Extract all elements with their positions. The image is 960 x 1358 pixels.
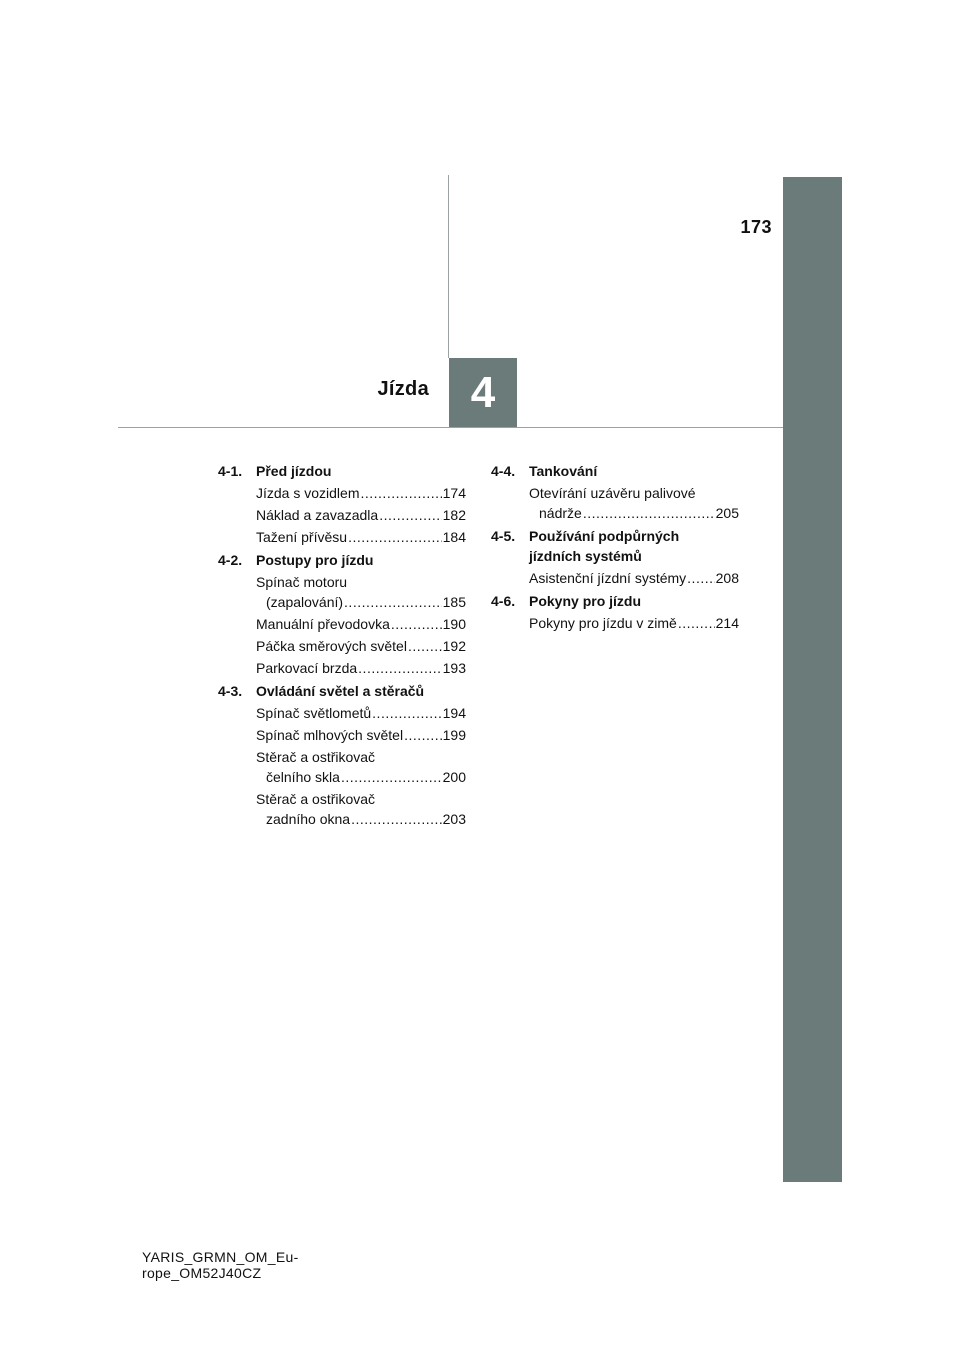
entry-title: čelního skla [266,769,340,785]
entry-title: Manuální převodovka [256,616,390,632]
entry-title: Stěrač a ostřikovač [256,791,376,807]
vertical-divider [448,175,449,358]
toc-section [491,591,739,633]
entry-title: Náklad a zavazadla [256,507,379,523]
dot-leader [583,503,715,523]
entry-title: (zapalování) [266,594,344,610]
entry-title: Páčka směrových světel [256,638,407,654]
entry-page-number: 214 [715,615,739,631]
dot-leader [379,505,441,525]
toc-entry[interactable] [218,505,466,525]
dot-leader [404,725,442,745]
toc-entry[interactable] [218,483,466,503]
toc-section [491,526,739,588]
entry-page-number: 208 [715,570,739,586]
entry-title: zadního okna [266,811,351,827]
dot-leader [344,592,442,612]
chapter-title: Jízda [377,378,429,400]
entry-page-number: 193 [442,660,466,676]
page-number: 173 [740,217,772,237]
entry-page-number: 205 [715,505,739,521]
toc-entry[interactable] [218,747,466,787]
dot-leader [391,614,442,634]
toc-section [218,550,466,678]
entry-page-number: 200 [442,769,466,785]
entry-title-continued [256,809,466,829]
toc-left-column [218,461,466,832]
dot-leader [678,613,715,633]
dot-leader [341,767,442,787]
section-title-line: Tankování [529,463,598,479]
toc-section [218,681,466,829]
entry-page-number: 184 [442,529,466,545]
toc-section-heading[interactable] [491,461,739,481]
section-title [529,526,739,566]
entry-title-continued [529,503,739,523]
section-title [256,550,466,570]
toc-section-heading[interactable] [491,591,739,611]
toc-entry[interactable] [218,789,466,829]
section-title-line: jízdních systémů [529,548,642,564]
entry-title: Otevírání uzávěru palivové [529,485,696,501]
section-title [529,461,739,481]
toc-entry[interactable] [218,636,466,656]
section-title [256,461,466,481]
entry-page-number: 174 [442,485,466,501]
section-title-line: Ovládání světel a stěračů [256,683,425,699]
entry-title: Asistenční jízdní systémy [529,570,687,586]
toc-section [218,461,466,547]
toc-entry[interactable] [218,703,466,723]
entry-page-number: 190 [442,616,466,632]
section-title-line: Pokyny pro jízdu [529,593,642,609]
chapter-number-badge: 4 [449,358,517,427]
entry-title: Spínač mlhových světel [256,727,404,743]
section-title-line: Před jízdou [256,463,332,479]
horizontal-divider [118,427,783,428]
entry-title: Pokyny pro jízdu v zimě [529,615,677,631]
toc-entry[interactable] [491,613,739,633]
section-number: 4-2. [218,552,243,568]
entry-page-number: 199 [442,727,466,743]
dot-leader [358,658,441,678]
dot-leader [687,568,714,588]
entry-title: Tažení přívěsu [256,529,348,545]
entry-page-number: 185 [442,594,466,610]
entry-title-continued [256,767,466,787]
toc-section-heading[interactable] [218,461,466,481]
dot-leader [360,483,441,503]
toc-entry[interactable] [218,527,466,547]
dot-leader [408,636,442,656]
section-number: 4-6. [491,593,516,609]
section-number: 4-5. [491,528,516,544]
toc-section-heading[interactable] [491,526,739,566]
toc-entry[interactable] [218,658,466,678]
footer-line-2: rope_OM52J40CZ [142,1265,262,1281]
toc-entry[interactable] [218,614,466,634]
toc-section-heading[interactable] [218,681,466,701]
dot-leader [372,703,441,723]
chapter-side-tab [783,177,842,1182]
entry-page-number: 192 [442,638,466,654]
entry-page-number: 182 [442,507,466,523]
entry-title: Parkovací brzda [256,660,358,676]
document-footer [142,1249,299,1281]
footer-line-1: YARIS_GRMN_OM_Eu- [142,1249,299,1265]
toc-entry[interactable] [491,483,739,523]
dot-leader [348,527,442,547]
entry-page-number: 203 [442,811,466,827]
section-number: 4-3. [218,683,243,699]
section-title [529,591,739,611]
entry-title-continued [256,592,466,612]
section-number: 4-4. [491,463,516,479]
section-title [256,681,466,701]
entry-title: Stěrač a ostřikovač [256,749,376,765]
section-title-line: Používání podpůrných [529,528,680,544]
entry-title: nádrže [539,505,582,521]
toc-entry[interactable] [218,572,466,612]
toc-entry[interactable] [218,725,466,745]
entry-title: Jízda s vozidlem [256,485,360,501]
entry-title: Spínač motoru [256,574,348,590]
toc-section-heading[interactable] [218,550,466,570]
entry-title: Spínač světlometů [256,705,372,721]
dot-leader [351,809,442,829]
toc-entry[interactable] [491,568,739,588]
section-number: 4-1. [218,463,243,479]
entry-page-number: 194 [442,705,466,721]
section-title-line: Postupy pro jízdu [256,552,374,568]
toc-right-column [491,461,739,636]
toc-section [491,461,739,523]
